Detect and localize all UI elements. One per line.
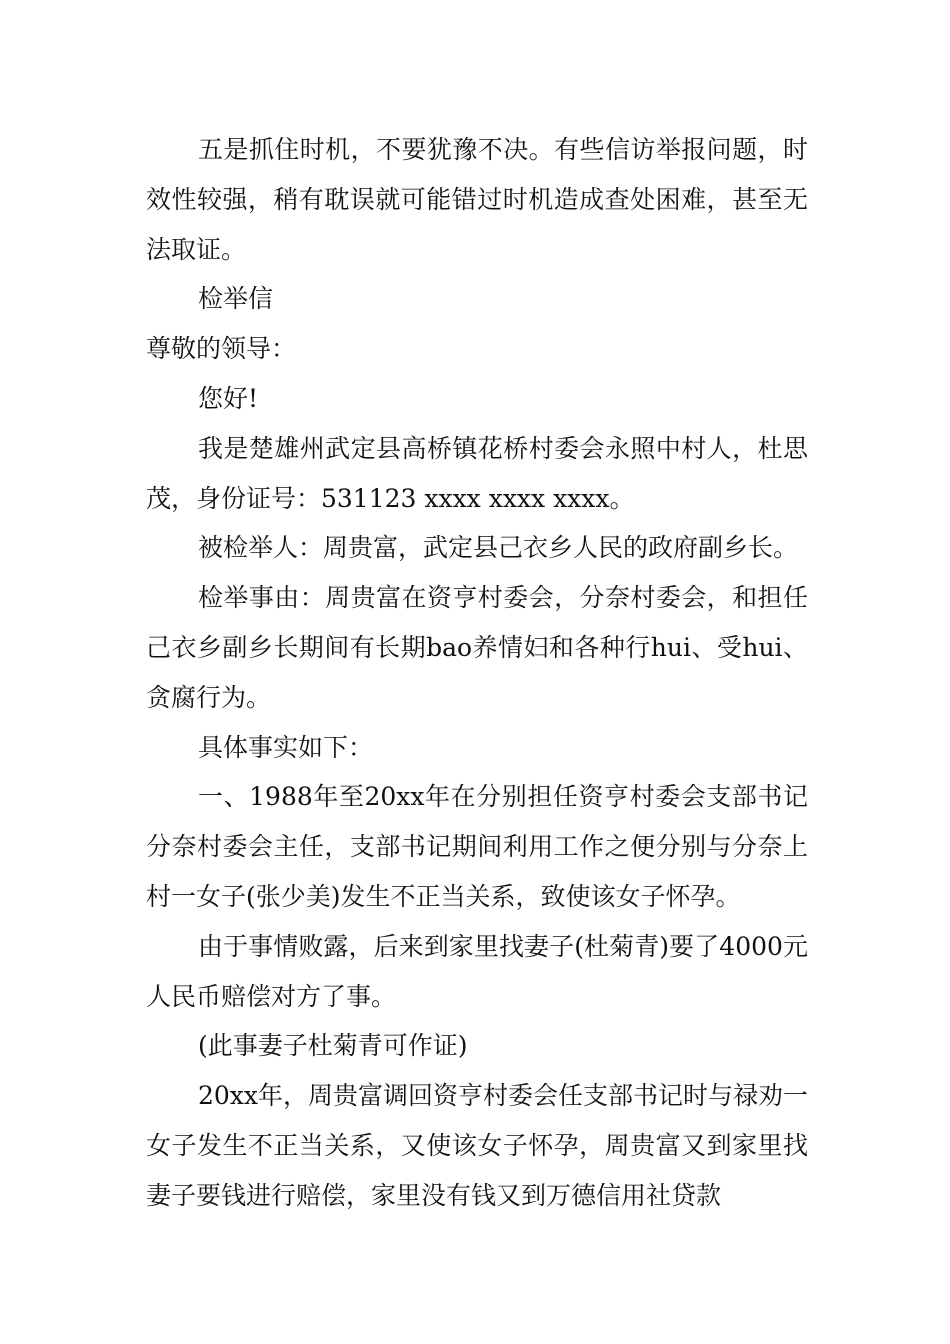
paragraph-facts-heading: 具体事实如下： <box>198 732 374 762</box>
paragraph-seize-opportunity: 五是抓住时机，不要犹豫不决。有些信访举报问题，时效性较强，稍有耽误就可能错过时机造成查处困难，甚至无法取证。 <box>146 135 808 264</box>
paragraph-compensation: 由于事情败露，后来到家里找妻子(杜菊青)要了4000元人民币赔偿对方了事。 <box>146 931 808 1011</box>
salutation: 尊敬的领导： <box>146 334 297 364</box>
letter-title: 检举信 <box>198 284 274 314</box>
greeting: 您好! <box>198 383 259 413</box>
paragraph-reason: 检举事由：周贵富在资亨村委会，分奈村委会，和担任己衣乡副乡长期间有长期bao养情妇和各种行hui、受hui、贪腐行为。 <box>146 583 808 712</box>
paragraph-fact-two: 20xx年，周贵富调回资亨村委会任支部书记时与禄劝一女子发生不正当关系，又使该女子怀孕，周贵富又到家里找妻子要钱进行赔偿，家里没有钱又到万德信用社贷款 <box>146 1081 809 1210</box>
paragraph-witness: (此事妻子杜菊青可作证) <box>198 1031 468 1061</box>
paragraph-fact-one: 一、1988年至20xx年在分别担任资亨村委会支部书记分奈村委会主任，支部书记期间利用工作之便分别与分奈上村一女子(张少美)发生不正当关系，致使该女子怀孕。 <box>146 782 808 911</box>
document-page <box>146 125 808 1221</box>
paragraph-reporter-identity: 我是楚雄州武定县高桥镇花桥村委会永照中村人，杜思茂，身份证号：531123 xxxx xxxx xxxx。 <box>146 433 808 513</box>
paragraph-accused: 被检举人：周贵富，武定县己衣乡人民的政府副乡长。 <box>198 533 799 563</box>
